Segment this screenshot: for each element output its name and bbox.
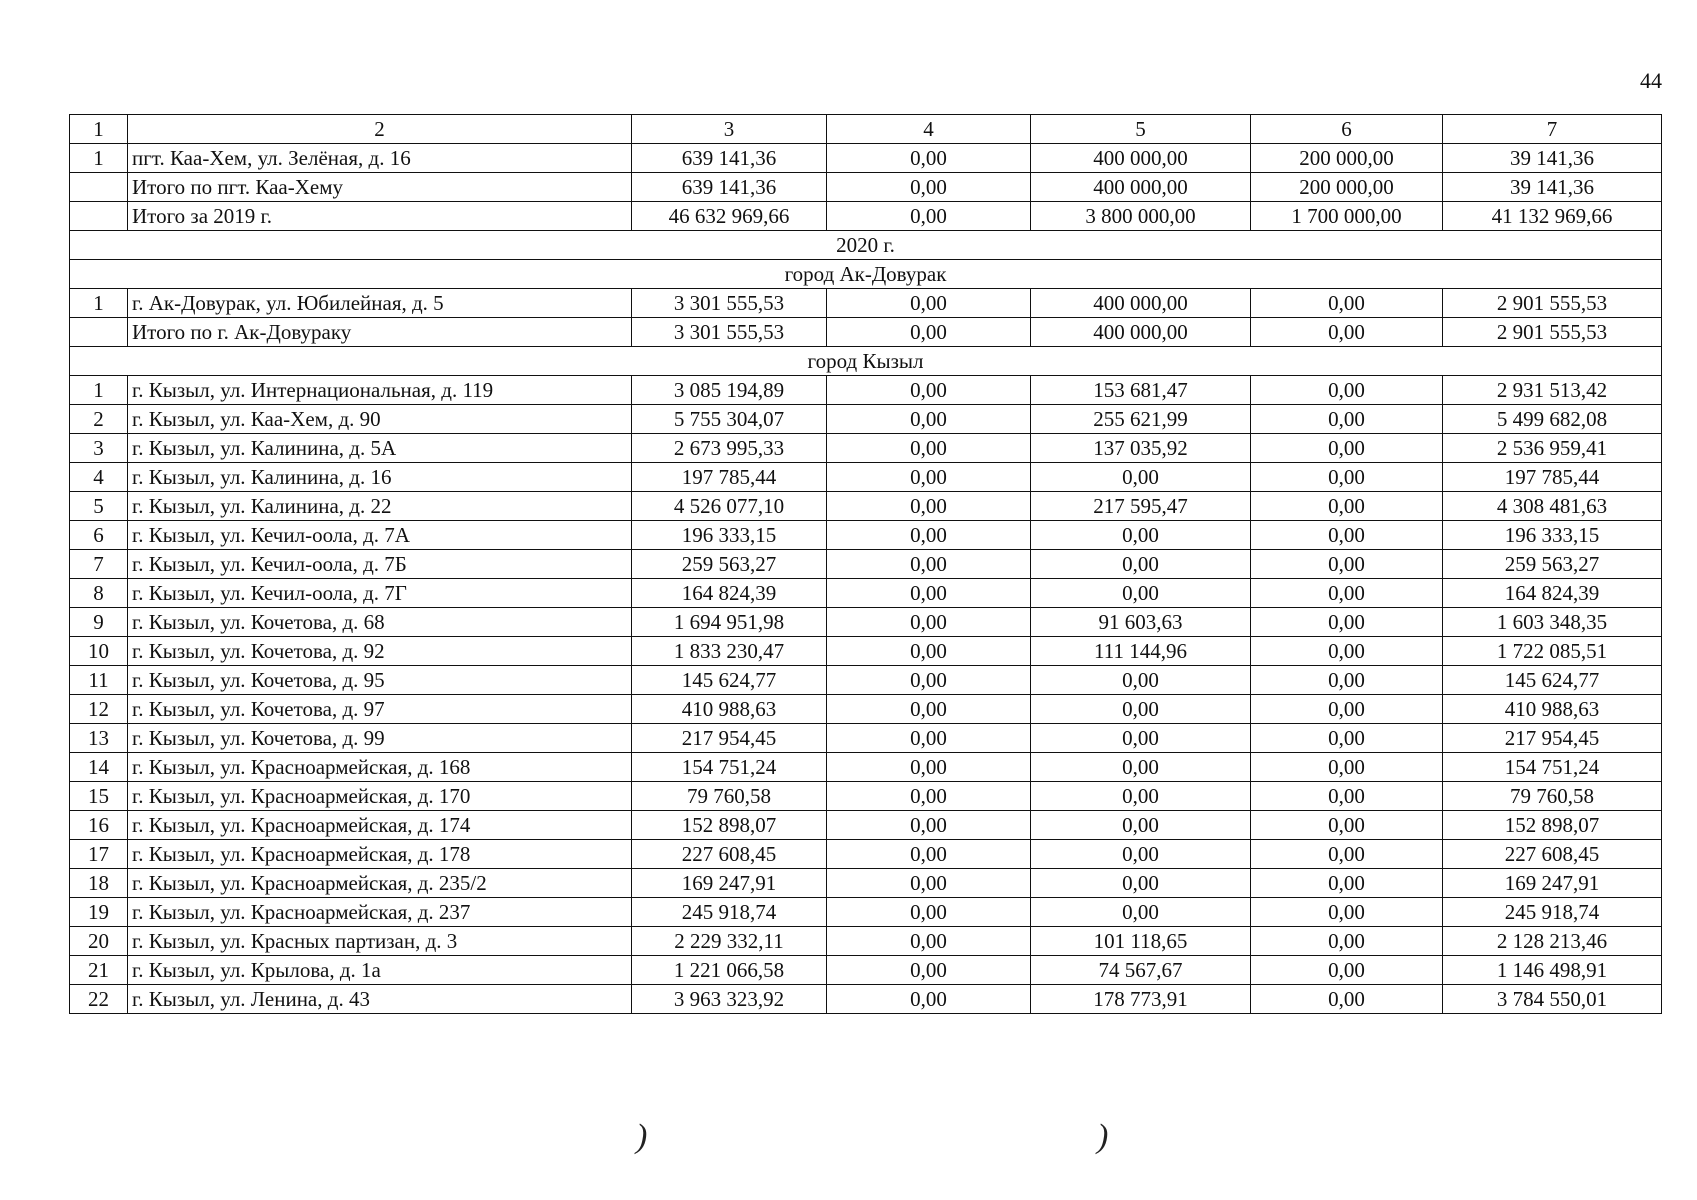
cell-col6: 0,00 bbox=[1251, 579, 1443, 608]
cell-total: 1 221 066,58 bbox=[632, 956, 827, 985]
cell-num bbox=[70, 173, 128, 202]
cell-total: 639 141,36 bbox=[632, 173, 827, 202]
cell-col7: 145 624,77 bbox=[1443, 666, 1662, 695]
cell-col7: 1 146 498,91 bbox=[1443, 956, 1662, 985]
cell-total: 2 229 332,11 bbox=[632, 927, 827, 956]
cell-col6: 0,00 bbox=[1251, 840, 1443, 869]
bottom-mark-right: ) bbox=[1097, 1118, 1109, 1155]
cell-address: пгт. Каа-Хем, ул. Зелёная, д. 16 bbox=[128, 144, 632, 173]
cell-num: 5 bbox=[70, 492, 128, 521]
table-row bbox=[70, 434, 1662, 463]
cell-col4: 0,00 bbox=[827, 202, 1031, 231]
cell-num: 6 bbox=[70, 521, 128, 550]
header-cell-1: 1 bbox=[70, 115, 128, 144]
cell-col4: 0,00 bbox=[827, 463, 1031, 492]
cell-col6: 0,00 bbox=[1251, 724, 1443, 753]
cell-num: 11 bbox=[70, 666, 128, 695]
cell-col5: 91 603,63 bbox=[1031, 608, 1251, 637]
table-row bbox=[70, 608, 1662, 637]
cell-col7: 2 128 213,46 bbox=[1443, 927, 1662, 956]
cell-col7: 2 901 555,53 bbox=[1443, 289, 1662, 318]
cell-col4: 0,00 bbox=[827, 492, 1031, 521]
cell-address: г. Кызыл, ул. Красноармейская, д. 168 bbox=[128, 753, 632, 782]
cell-col6: 0,00 bbox=[1251, 318, 1443, 347]
cell-col7: 79 760,58 bbox=[1443, 782, 1662, 811]
cell-col5: 400 000,00 bbox=[1031, 289, 1251, 318]
cell-address: г. Кызыл, ул. Ленина, д. 43 bbox=[128, 985, 632, 1014]
cell-col5: 0,00 bbox=[1031, 898, 1251, 927]
cell-total: 4 526 077,10 bbox=[632, 492, 827, 521]
cell-col4: 0,00 bbox=[827, 840, 1031, 869]
section-row bbox=[70, 347, 1662, 376]
section-title: город Ак-Довурак bbox=[70, 260, 1662, 289]
table-row bbox=[70, 869, 1662, 898]
cell-col6: 0,00 bbox=[1251, 695, 1443, 724]
cell-col7: 39 141,36 bbox=[1443, 144, 1662, 173]
cell-col5: 255 621,99 bbox=[1031, 405, 1251, 434]
cell-total: 639 141,36 bbox=[632, 144, 827, 173]
cell-address: г. Кызыл, ул. Калинина, д. 16 bbox=[128, 463, 632, 492]
cell-col5: 0,00 bbox=[1031, 869, 1251, 898]
cell-address: г. Кызыл, ул. Красноармейская, д. 235/2 bbox=[128, 869, 632, 898]
cell-col4: 0,00 bbox=[827, 318, 1031, 347]
table-row bbox=[70, 318, 1662, 347]
cell-num: 1 bbox=[70, 376, 128, 405]
cell-col4: 0,00 bbox=[827, 869, 1031, 898]
header-cell-5: 5 bbox=[1031, 115, 1251, 144]
cell-address: г. Кызыл, ул. Каа-Хем, д. 90 bbox=[128, 405, 632, 434]
cell-col6: 0,00 bbox=[1251, 405, 1443, 434]
cell-col7: 410 988,63 bbox=[1443, 695, 1662, 724]
cell-col7: 41 132 969,66 bbox=[1443, 202, 1662, 231]
table-row bbox=[70, 463, 1662, 492]
cell-address: г. Кызыл, ул. Кочетова, д. 99 bbox=[128, 724, 632, 753]
cell-col4: 0,00 bbox=[827, 898, 1031, 927]
cell-col4: 0,00 bbox=[827, 579, 1031, 608]
cell-col5: 0,00 bbox=[1031, 811, 1251, 840]
table-row bbox=[70, 579, 1662, 608]
cell-col7: 152 898,07 bbox=[1443, 811, 1662, 840]
cell-col6: 0,00 bbox=[1251, 434, 1443, 463]
cell-col4: 0,00 bbox=[827, 985, 1031, 1014]
cell-address: Итого по пгт. Каа-Хему bbox=[128, 173, 632, 202]
cell-col5: 0,00 bbox=[1031, 753, 1251, 782]
cell-col7: 164 824,39 bbox=[1443, 579, 1662, 608]
table-row bbox=[70, 666, 1662, 695]
cell-col4: 0,00 bbox=[827, 666, 1031, 695]
cell-num: 1 bbox=[70, 144, 128, 173]
cell-col7: 1 603 348,35 bbox=[1443, 608, 1662, 637]
cell-col6: 0,00 bbox=[1251, 782, 1443, 811]
cell-col5: 3 800 000,00 bbox=[1031, 202, 1251, 231]
cell-address: Итого по г. Ак-Довураку bbox=[128, 318, 632, 347]
table-row bbox=[70, 550, 1662, 579]
table-row bbox=[70, 376, 1662, 405]
financing-table bbox=[69, 114, 1662, 1014]
cell-num: 14 bbox=[70, 753, 128, 782]
cell-col5: 0,00 bbox=[1031, 666, 1251, 695]
cell-address: г. Ак-Довурак, ул. Юбилейная, д. 5 bbox=[128, 289, 632, 318]
section-row bbox=[70, 231, 1662, 260]
cell-total: 3 301 555,53 bbox=[632, 318, 827, 347]
cell-col5: 101 118,65 bbox=[1031, 927, 1251, 956]
cell-num: 13 bbox=[70, 724, 128, 753]
table-row bbox=[70, 753, 1662, 782]
cell-address: г. Кызыл, ул. Кочетова, д. 95 bbox=[128, 666, 632, 695]
cell-total: 145 624,77 bbox=[632, 666, 827, 695]
cell-col4: 0,00 bbox=[827, 637, 1031, 666]
cell-total: 259 563,27 bbox=[632, 550, 827, 579]
cell-num: 17 bbox=[70, 840, 128, 869]
cell-col7: 2 931 513,42 bbox=[1443, 376, 1662, 405]
header-cell-6: 6 bbox=[1251, 115, 1443, 144]
cell-col4: 0,00 bbox=[827, 956, 1031, 985]
cell-col4: 0,00 bbox=[827, 695, 1031, 724]
cell-col6: 0,00 bbox=[1251, 927, 1443, 956]
table-row bbox=[70, 144, 1662, 173]
cell-col5: 400 000,00 bbox=[1031, 144, 1251, 173]
cell-col6: 0,00 bbox=[1251, 811, 1443, 840]
cell-total: 196 333,15 bbox=[632, 521, 827, 550]
cell-total: 245 918,74 bbox=[632, 898, 827, 927]
cell-col6: 0,00 bbox=[1251, 985, 1443, 1014]
cell-num: 16 bbox=[70, 811, 128, 840]
cell-col6: 1 700 000,00 bbox=[1251, 202, 1443, 231]
cell-num: 21 bbox=[70, 956, 128, 985]
cell-address: г. Кызыл, ул. Кечил-оола, д. 7Б bbox=[128, 550, 632, 579]
table-row bbox=[70, 840, 1662, 869]
cell-col4: 0,00 bbox=[827, 811, 1031, 840]
section-row bbox=[70, 260, 1662, 289]
cell-col4: 0,00 bbox=[827, 521, 1031, 550]
cell-col7: 2 536 959,41 bbox=[1443, 434, 1662, 463]
table-row bbox=[70, 927, 1662, 956]
cell-col4: 0,00 bbox=[827, 724, 1031, 753]
cell-col7: 4 308 481,63 bbox=[1443, 492, 1662, 521]
table-row bbox=[70, 782, 1662, 811]
cell-col7: 1 722 085,51 bbox=[1443, 637, 1662, 666]
cell-num bbox=[70, 202, 128, 231]
cell-col4: 0,00 bbox=[827, 550, 1031, 579]
cell-address: г. Кызыл, ул. Кечил-оола, д. 7А bbox=[128, 521, 632, 550]
cell-total: 1 694 951,98 bbox=[632, 608, 827, 637]
cell-col5: 0,00 bbox=[1031, 782, 1251, 811]
cell-col6: 0,00 bbox=[1251, 550, 1443, 579]
cell-col7: 259 563,27 bbox=[1443, 550, 1662, 579]
table-row bbox=[70, 695, 1662, 724]
cell-address: г. Кызыл, ул. Красноармейская, д. 237 bbox=[128, 898, 632, 927]
table-row bbox=[70, 724, 1662, 753]
cell-col4: 0,00 bbox=[827, 927, 1031, 956]
cell-col7: 5 499 682,08 bbox=[1443, 405, 1662, 434]
cell-col6: 0,00 bbox=[1251, 753, 1443, 782]
section-title: 2020 г. bbox=[70, 231, 1662, 260]
cell-total: 1 833 230,47 bbox=[632, 637, 827, 666]
cell-address: г. Кызыл, ул. Кочетова, д. 68 bbox=[128, 608, 632, 637]
cell-col7: 3 784 550,01 bbox=[1443, 985, 1662, 1014]
cell-address: г. Кызыл, ул. Калинина, д. 22 bbox=[128, 492, 632, 521]
cell-total: 2 673 995,33 bbox=[632, 434, 827, 463]
cell-total: 410 988,63 bbox=[632, 695, 827, 724]
cell-col4: 0,00 bbox=[827, 434, 1031, 463]
cell-total: 197 785,44 bbox=[632, 463, 827, 492]
cell-address: г. Кызыл, ул. Красноармейская, д. 178 bbox=[128, 840, 632, 869]
cell-col5: 178 773,91 bbox=[1031, 985, 1251, 1014]
cell-num: 2 bbox=[70, 405, 128, 434]
cell-address: Итого за 2019 г. bbox=[128, 202, 632, 231]
table-row bbox=[70, 637, 1662, 666]
cell-address: г. Кызыл, ул. Кочетова, д. 97 bbox=[128, 695, 632, 724]
cell-col5: 0,00 bbox=[1031, 550, 1251, 579]
cell-address: г. Кызыл, ул. Крылова, д. 1а bbox=[128, 956, 632, 985]
table-row bbox=[70, 405, 1662, 434]
cell-address: г. Кызыл, ул. Кечил-оола, д. 7Г bbox=[128, 579, 632, 608]
table-row bbox=[70, 985, 1662, 1014]
cell-address: г. Кызыл, ул. Красных партизан, д. 3 bbox=[128, 927, 632, 956]
cell-total: 227 608,45 bbox=[632, 840, 827, 869]
table-row bbox=[70, 956, 1662, 985]
cell-total: 5 755 304,07 bbox=[632, 405, 827, 434]
cell-col6: 200 000,00 bbox=[1251, 173, 1443, 202]
section-title: город Кызыл bbox=[70, 347, 1662, 376]
cell-col6: 0,00 bbox=[1251, 492, 1443, 521]
cell-col7: 245 918,74 bbox=[1443, 898, 1662, 927]
cell-col5: 0,00 bbox=[1031, 695, 1251, 724]
cell-num: 9 bbox=[70, 608, 128, 637]
cell-col5: 137 035,92 bbox=[1031, 434, 1251, 463]
cell-col4: 0,00 bbox=[827, 782, 1031, 811]
cell-total: 154 751,24 bbox=[632, 753, 827, 782]
cell-num: 1 bbox=[70, 289, 128, 318]
header-cell-4: 4 bbox=[827, 115, 1031, 144]
cell-num: 4 bbox=[70, 463, 128, 492]
table-row bbox=[70, 173, 1662, 202]
cell-col4: 0,00 bbox=[827, 376, 1031, 405]
cell-num: 12 bbox=[70, 695, 128, 724]
cell-address: г. Кызыл, ул. Интернациональная, д. 119 bbox=[128, 376, 632, 405]
cell-col5: 0,00 bbox=[1031, 724, 1251, 753]
cell-col6: 0,00 bbox=[1251, 666, 1443, 695]
cell-num: 22 bbox=[70, 985, 128, 1014]
cell-col5: 0,00 bbox=[1031, 463, 1251, 492]
cell-col4: 0,00 bbox=[827, 289, 1031, 318]
cell-col4: 0,00 bbox=[827, 608, 1031, 637]
cell-col5: 153 681,47 bbox=[1031, 376, 1251, 405]
cell-col4: 0,00 bbox=[827, 144, 1031, 173]
cell-address: г. Кызыл, ул. Красноармейская, д. 174 bbox=[128, 811, 632, 840]
cell-col7: 227 608,45 bbox=[1443, 840, 1662, 869]
cell-total: 164 824,39 bbox=[632, 579, 827, 608]
cell-col4: 0,00 bbox=[827, 405, 1031, 434]
table-row bbox=[70, 492, 1662, 521]
cell-total: 3 963 323,92 bbox=[632, 985, 827, 1014]
header-cell-3: 3 bbox=[632, 115, 827, 144]
cell-col7: 39 141,36 bbox=[1443, 173, 1662, 202]
cell-address: г. Кызыл, ул. Калинина, д. 5А bbox=[128, 434, 632, 463]
table-row bbox=[70, 289, 1662, 318]
cell-address: г. Кызыл, ул. Кочетова, д. 92 bbox=[128, 637, 632, 666]
cell-num: 15 bbox=[70, 782, 128, 811]
cell-col5: 0,00 bbox=[1031, 840, 1251, 869]
cell-col7: 197 785,44 bbox=[1443, 463, 1662, 492]
cell-num: 10 bbox=[70, 637, 128, 666]
table-row bbox=[70, 521, 1662, 550]
cell-col7: 196 333,15 bbox=[1443, 521, 1662, 550]
table-row bbox=[70, 898, 1662, 927]
cell-col5: 400 000,00 bbox=[1031, 173, 1251, 202]
cell-num: 7 bbox=[70, 550, 128, 579]
cell-col6: 0,00 bbox=[1251, 869, 1443, 898]
cell-col6: 200 000,00 bbox=[1251, 144, 1443, 173]
cell-col6: 0,00 bbox=[1251, 956, 1443, 985]
cell-total: 3 085 194,89 bbox=[632, 376, 827, 405]
cell-col4: 0,00 bbox=[827, 753, 1031, 782]
cell-total: 79 760,58 bbox=[632, 782, 827, 811]
cell-col6: 0,00 bbox=[1251, 898, 1443, 927]
cell-col6: 0,00 bbox=[1251, 608, 1443, 637]
cell-address: г. Кызыл, ул. Красноармейская, д. 170 bbox=[128, 782, 632, 811]
cell-total: 3 301 555,53 bbox=[632, 289, 827, 318]
cell-col5: 0,00 bbox=[1031, 521, 1251, 550]
cell-num: 20 bbox=[70, 927, 128, 956]
cell-col7: 154 751,24 bbox=[1443, 753, 1662, 782]
cell-col5: 217 595,47 bbox=[1031, 492, 1251, 521]
cell-col6: 0,00 bbox=[1251, 637, 1443, 666]
cell-num: 8 bbox=[70, 579, 128, 608]
cell-col5: 400 000,00 bbox=[1031, 318, 1251, 347]
cell-num: 19 bbox=[70, 898, 128, 927]
cell-num bbox=[70, 318, 128, 347]
page-number: 44 bbox=[1640, 68, 1662, 93]
bottom-mark-left: ) bbox=[636, 1118, 648, 1155]
header-cell-7: 7 bbox=[1443, 115, 1662, 144]
cell-col6: 0,00 bbox=[1251, 376, 1443, 405]
cell-num: 3 bbox=[70, 434, 128, 463]
cell-col5: 0,00 bbox=[1031, 579, 1251, 608]
cell-col5: 111 144,96 bbox=[1031, 637, 1251, 666]
cell-num: 18 bbox=[70, 869, 128, 898]
cell-col6: 0,00 bbox=[1251, 463, 1443, 492]
cell-total: 169 247,91 bbox=[632, 869, 827, 898]
cell-col5: 74 567,67 bbox=[1031, 956, 1251, 985]
table-row bbox=[70, 811, 1662, 840]
cell-col7: 2 901 555,53 bbox=[1443, 318, 1662, 347]
cell-col7: 217 954,45 bbox=[1443, 724, 1662, 753]
cell-col7: 169 247,91 bbox=[1443, 869, 1662, 898]
cell-total: 152 898,07 bbox=[632, 811, 827, 840]
header-cell-2: 2 bbox=[128, 115, 632, 144]
cell-col6: 0,00 bbox=[1251, 289, 1443, 318]
cell-col6: 0,00 bbox=[1251, 521, 1443, 550]
cell-total: 217 954,45 bbox=[632, 724, 827, 753]
cell-col4: 0,00 bbox=[827, 173, 1031, 202]
header-row bbox=[70, 115, 1662, 144]
cell-total: 46 632 969,66 bbox=[632, 202, 827, 231]
table-row bbox=[70, 202, 1662, 231]
